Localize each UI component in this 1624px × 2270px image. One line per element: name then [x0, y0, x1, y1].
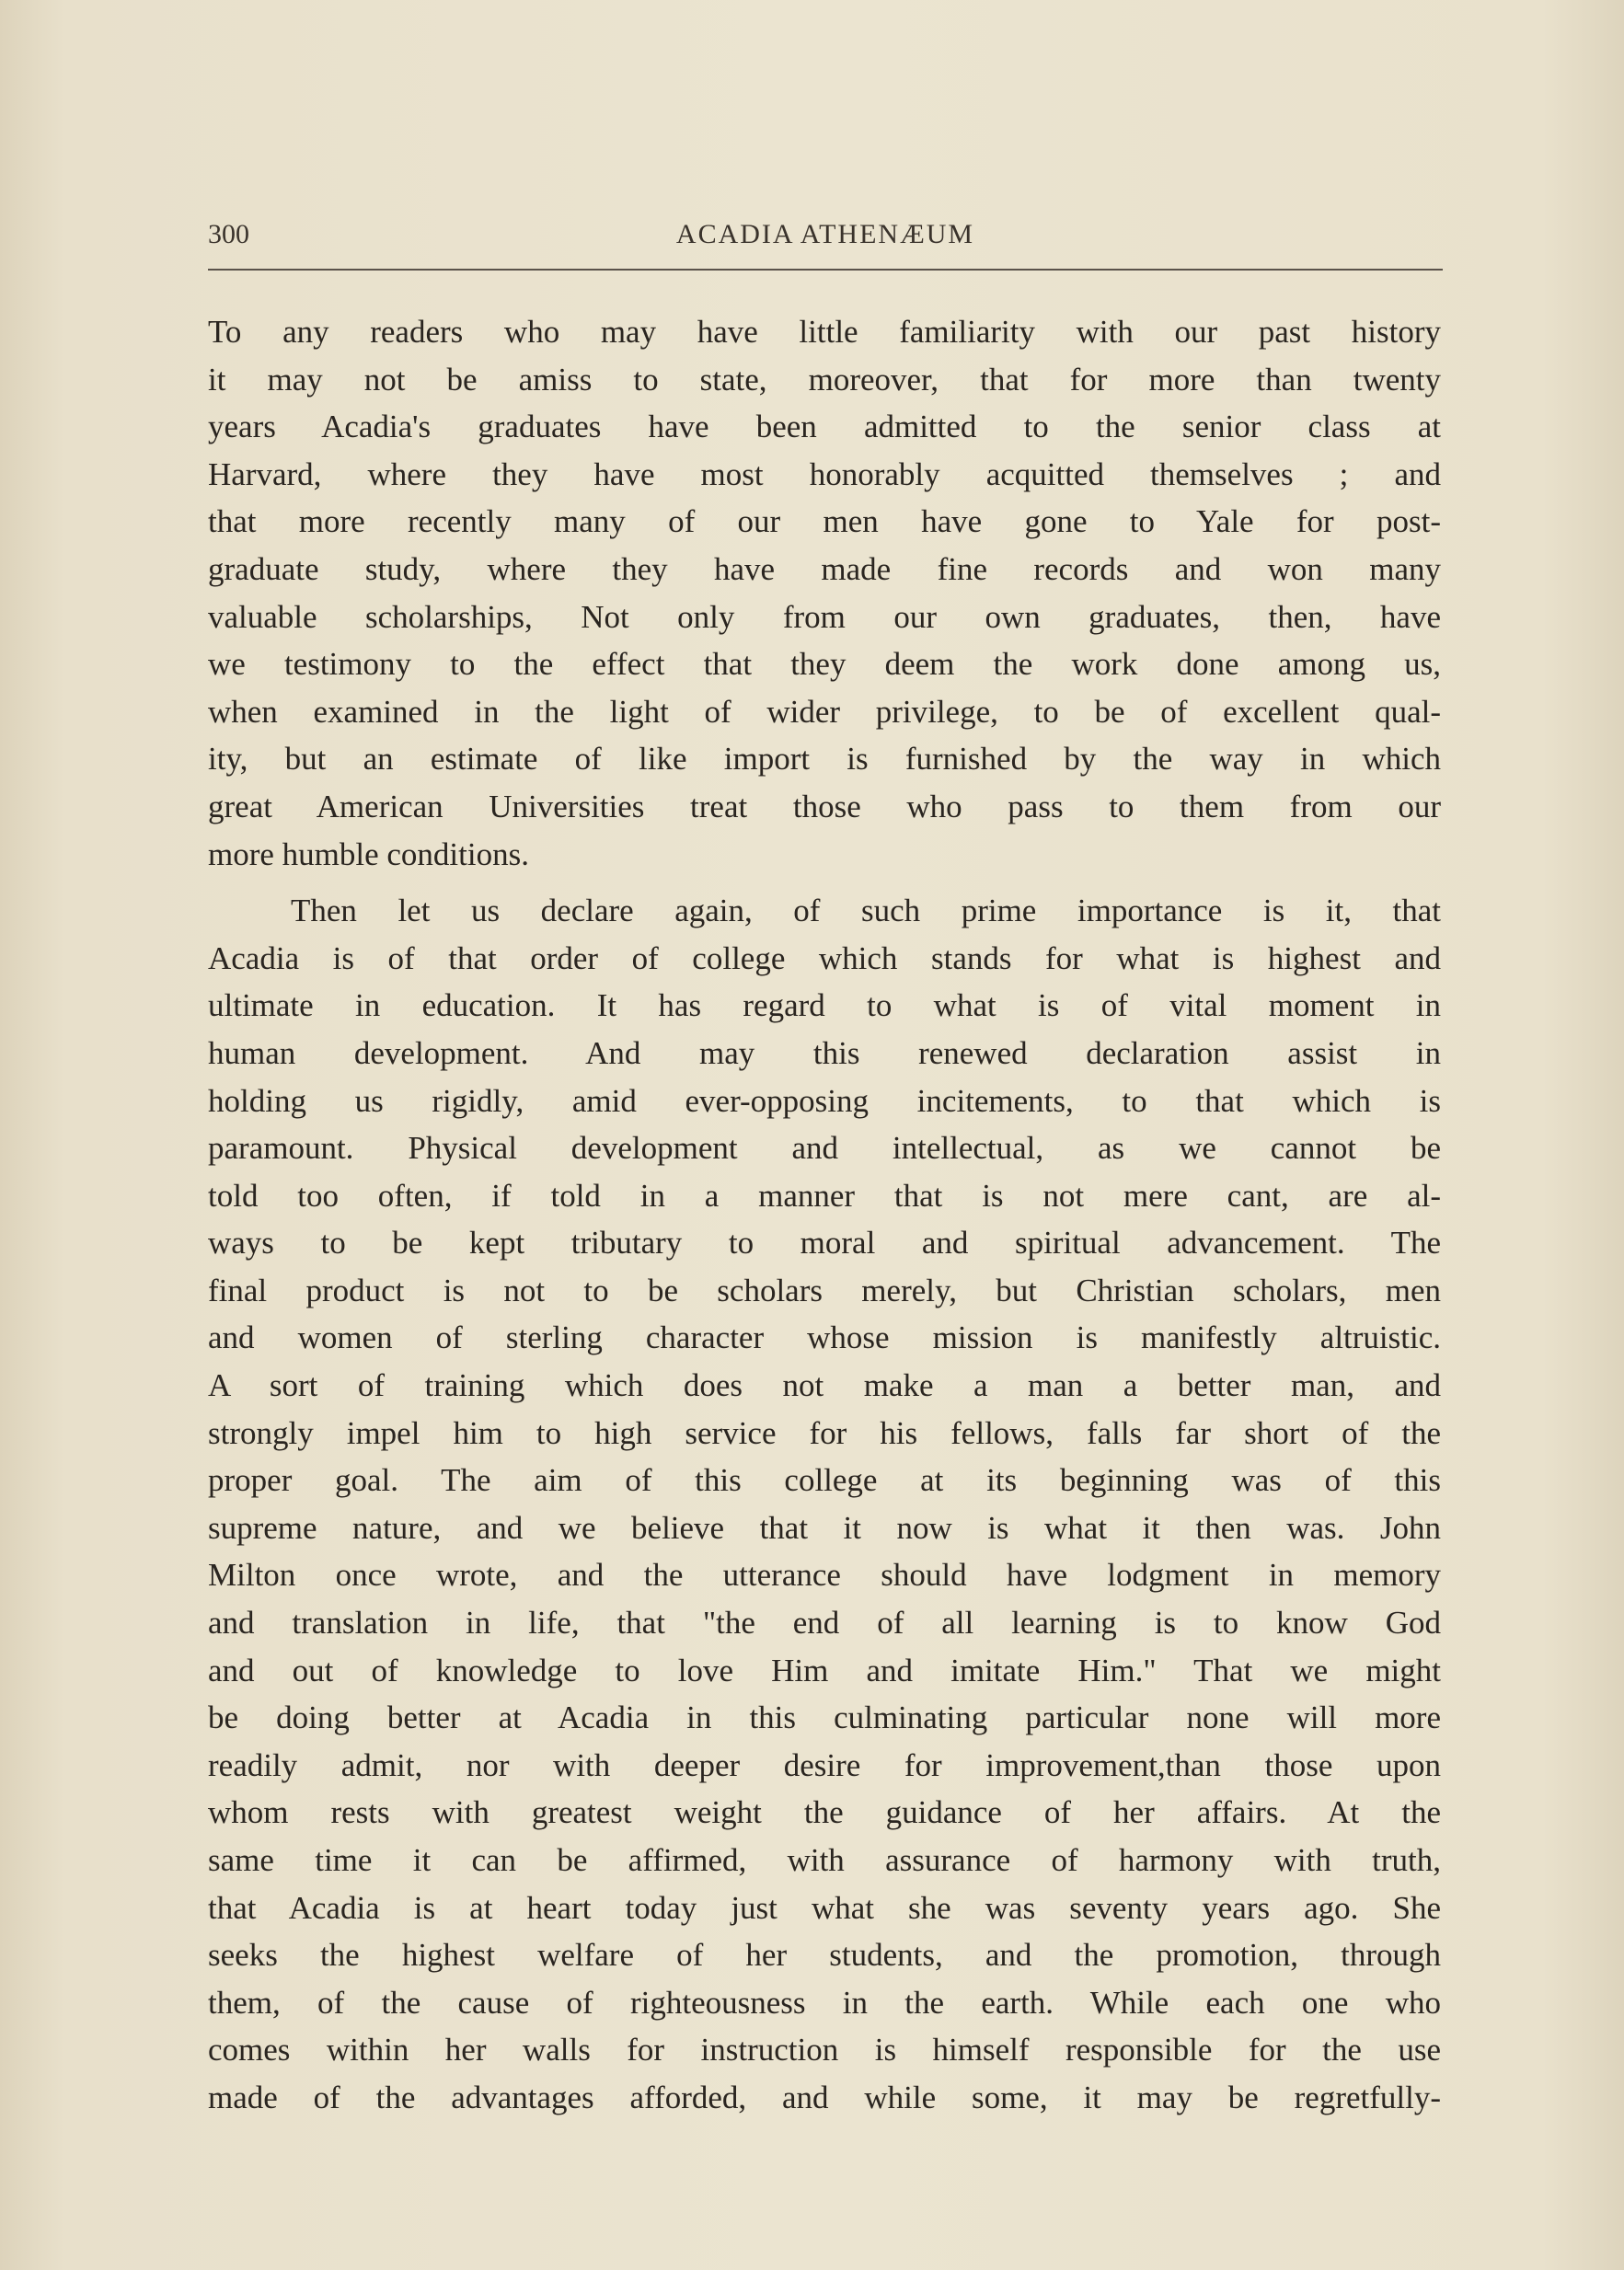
text-line: human development. And may this renewed declaration assist in: [208, 1034, 1441, 1071]
text-line: we testimony to the effect that they deem the work done among us,: [208, 646, 1441, 683]
paragraph-2: [208, 887, 1441, 2121]
text-line: told too often, if told in a manner that is not mere cant, are al-: [208, 1177, 1441, 1214]
text-line: Milton once wrote, and the utterance should have lodgment in memory: [208, 1557, 1441, 1594]
text-line: graduate study, where they have made fine records and won many: [208, 550, 1441, 587]
text-line: that more recently many of our men have gone to Yale for post-: [208, 503, 1441, 540]
text-line: whom rests with greatest weight the guidance of her affairs. At the: [208, 1794, 1441, 1831]
text-line: comes within her walls for instruction is himself responsible for the use: [208, 2032, 1441, 2068]
text-line: readily admit, nor with deeper desire for improvement,than those upon: [208, 1746, 1441, 1783]
text-line: supreme nature, and we believe that it now is what it then was. John: [208, 1509, 1441, 1546]
running-header: [208, 219, 1443, 256]
text-line: them, of the cause of righteousness in the earth. While each one who: [208, 1984, 1441, 2021]
paragraph-gap: [208, 878, 1441, 887]
text-line: and women of sterling character whose mission is manifestly altruistic.: [208, 1319, 1441, 1356]
text-line: seeks the highest welfare of her students, and the promotion, through: [208, 1937, 1441, 1974]
article-body: [208, 308, 1441, 2122]
text-line: great American Universities treat those who pass to them from our: [208, 788, 1441, 824]
text-line: it may not be amiss to state, moreover, that for more than twenty: [208, 361, 1441, 398]
text-line: Harvard, where they have most honorably acquitted themselves ; and: [208, 455, 1441, 492]
text-line: that Acadia is at heart today just what she was seventy years ago. She: [208, 1889, 1441, 1926]
text-line: final product is not to be scholars merely, but Christian scholars, men: [208, 1272, 1441, 1308]
text-line: same time it can be affirmed, with assurance of harmony with truth,: [208, 1842, 1441, 1878]
text-line: ways to be kept tributary to moral and spiritual advancement. The: [208, 1225, 1441, 1262]
text-line: and out of knowledge to love Him and imitate Him." That we might: [208, 1652, 1441, 1688]
text-line: To any readers who may have little familiarity with our past history: [208, 314, 1441, 350]
text-line: strongly impel him to high service for his fellows, falls far short of the: [208, 1414, 1441, 1451]
running-title: ACADIA ATHENÆUM: [675, 219, 975, 249]
text-line: Acadia is of that order of college which stands for what is highest and: [208, 939, 1441, 976]
text-line: A sort of training which does not make a man a better man, and: [208, 1367, 1441, 1404]
header-rule: [208, 269, 1443, 271]
text-line: years Acadia's graduates have been admitted to the senior class at: [208, 409, 1441, 445]
text-line: ity, but an estimate of like import is furnished by the way in which: [208, 741, 1441, 778]
text-line: holding us rigidly, amid ever-opposing incitements, to that which is: [208, 1082, 1441, 1119]
text-line: be doing better at Acadia in this culminating particular none will more: [208, 1700, 1441, 1736]
text-line: valuable scholarships, Not only from our own graduates, then, have: [208, 598, 1441, 635]
text-line: ultimate in education. It has regard to what is of vital moment in: [208, 987, 1441, 1024]
text-line: proper goal. The aim of this college at its beginning was of this: [208, 1462, 1441, 1499]
text-line: more humble conditions.: [208, 835, 529, 872]
text-line: made of the advantages afforded, and while some, it may be regretfully-: [208, 2079, 1441, 2115]
text-line: when examined in the light of wider privilege, to be of excellent qual-: [208, 693, 1441, 730]
paragraph-1: [208, 308, 1441, 878]
text-line: and translation in life, that "the end of all learning is to know God: [208, 1605, 1441, 1642]
page-number: 300: [208, 219, 249, 249]
text-line: paramount. Physical development and intellectual, as we cannot be: [208, 1130, 1441, 1167]
text-line: Then let us declare again, of such prime importance is it, that: [291, 893, 1441, 929]
